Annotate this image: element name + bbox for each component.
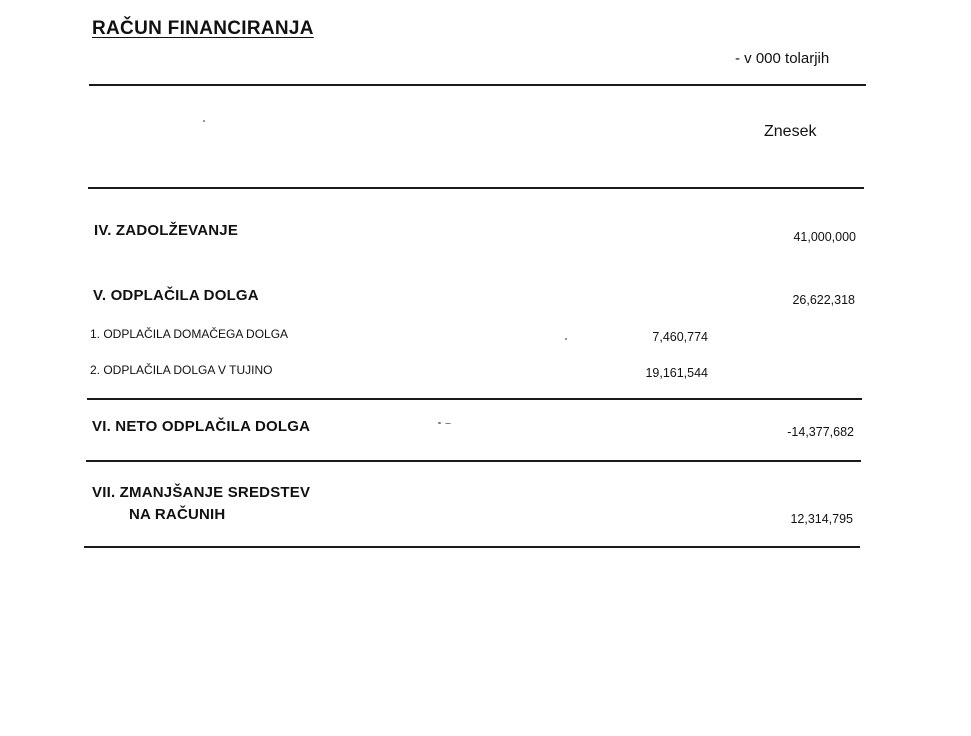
section-v-item-1-amount: 7,460,774 <box>652 330 708 344</box>
scan-speck <box>203 120 205 122</box>
header-top-rule <box>89 84 866 86</box>
section-iv-amount: 41,000,000 <box>793 230 856 244</box>
section-v-item-2-amount: 19,161,544 <box>645 366 708 380</box>
section-v-item-2-label: 2. ODPLAČILA DOLGA V TUJINO <box>90 363 273 377</box>
scan-speck <box>438 422 441 424</box>
amount-column-header: Znesek <box>764 123 817 140</box>
section-vi-bottom-rule <box>86 460 861 462</box>
section-vi-amount: -14,377,682 <box>787 425 854 439</box>
section-vii-label-line2: NA RAČUNIH <box>129 506 226 523</box>
section-vii-amount: 12,314,795 <box>790 512 853 526</box>
document-bottom-rule <box>84 546 860 548</box>
section-v-amount: 26,622,318 <box>792 293 855 307</box>
header-bottom-rule <box>88 187 864 189</box>
section-v-item-1-label: 1. ODPLAČILA DOMAČEGA DOLGA <box>90 327 289 341</box>
page-title: RAČUN FINANCIRANJA <box>92 18 314 39</box>
scan-speck <box>445 423 451 424</box>
section-iv-label: IV. ZADOLŽEVANJE <box>94 222 239 239</box>
section-v-label: V. ODPLAČILA DOLGA <box>93 287 259 304</box>
section-vi-label: VI. NETO ODPLAČILA DOLGA <box>92 418 311 435</box>
section-v-bottom-rule <box>87 398 862 400</box>
scan-speck <box>565 338 567 340</box>
section-vii-label-line1: VII. ZMANJŠANJE SREDSTEV <box>92 484 311 501</box>
unit-note: - v 000 tolarjih <box>735 50 830 67</box>
